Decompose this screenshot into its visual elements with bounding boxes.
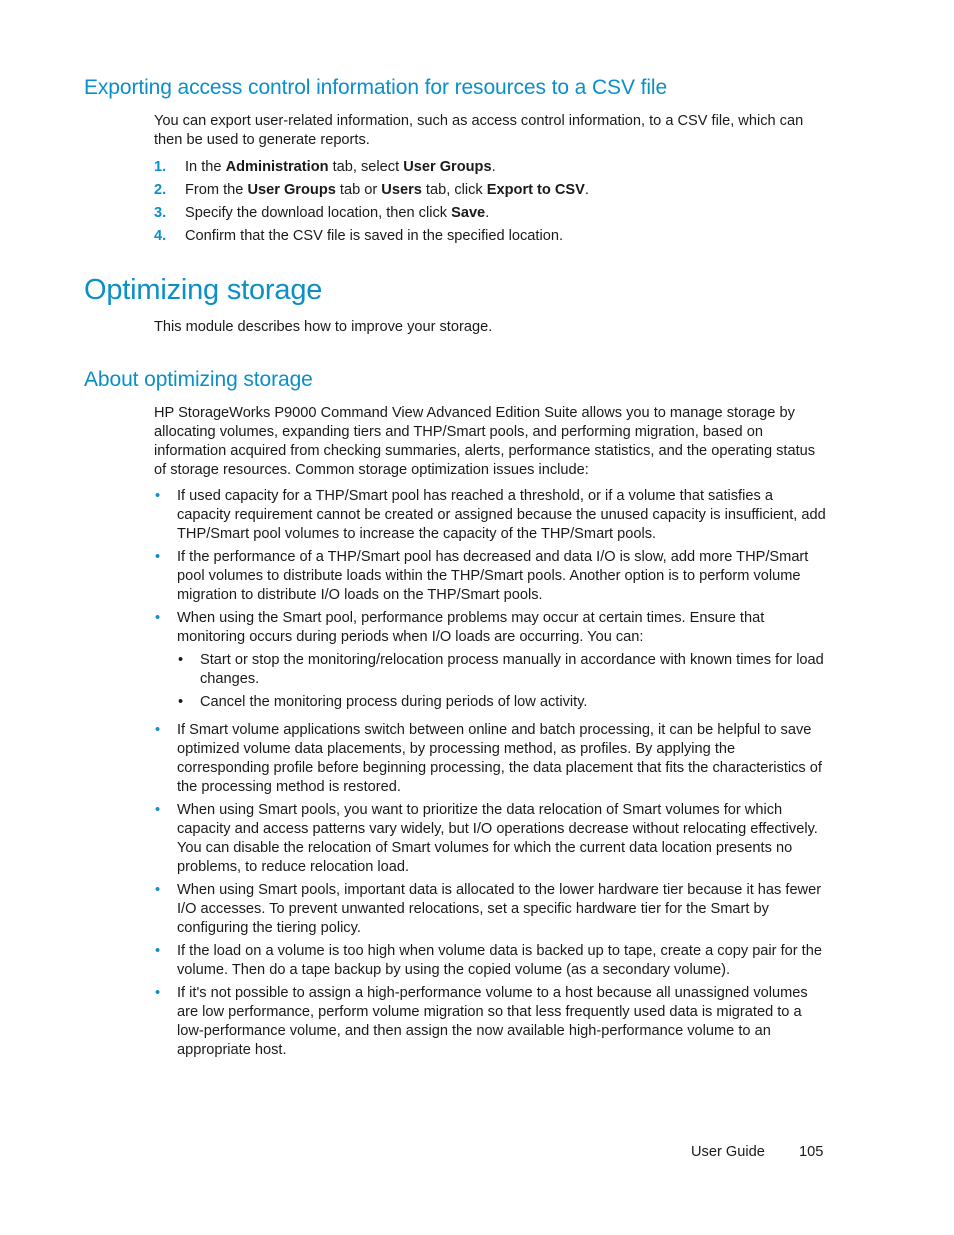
ui-term: Export to CSV	[486, 182, 585, 198]
step-text: tab, click	[421, 182, 487, 198]
list-item-text: When using Smart pools, you want to prioritize the data relocation of Smart volumes for which capacity and access patterns vary widely, but I/O operations decrease without relocating effectively. You can disable the relocation of Smart volumes for which the current data location presents no problems, to reduce relocation load.	[177, 802, 818, 875]
sub-list-item-text: Cancel the monitoring process during periods of low activity.	[200, 694, 588, 710]
list-item-text: If used capacity for a THP/Smart pool has reached a threshold, or if a volume that satisfies a capacity requirement cannot be created or assigned because the unused capacity is insufficient, add THP/Smart pool volumes to increase the capacity of the THP/Smart pools.	[177, 488, 826, 542]
step-item	[154, 158, 830, 177]
bullet-icon: •	[155, 549, 161, 565]
step-text: tab or	[335, 182, 382, 198]
issues-list	[154, 487, 830, 1064]
bullet-icon: •	[155, 488, 161, 504]
footer-label: User Guide	[691, 1144, 765, 1160]
list-item-text: When using the Smart pool, performance problems may occur at certain times. Ensure that monitoring occurs during periods when I/O loads are occurring. You can:	[177, 610, 765, 645]
bullet-icon: •	[155, 985, 161, 1001]
ui-term: Users	[381, 182, 422, 198]
sub-list	[177, 651, 830, 712]
list-item	[154, 487, 830, 544]
step-text: .	[491, 159, 496, 175]
list-item	[154, 984, 830, 1060]
list-item	[154, 942, 830, 980]
sub-list-item-text: Start or stop the monitoring/relocation process manually in accordance with known times for load changes.	[200, 652, 824, 687]
bullet-icon: •	[155, 882, 161, 898]
sub-bullet-icon: •	[178, 694, 184, 710]
list-item	[154, 721, 830, 797]
step-number: 3.	[154, 205, 167, 221]
section-heading: Exporting access control information for resources to a CSV file	[84, 76, 668, 99]
list-item-text: If the load on a volume is too high when volume data is backed up to tape, create a copy pair for the volume. Then do a tape backup by using the copied volume (as a secondary volume).	[177, 943, 822, 978]
page-number: 105	[799, 1144, 824, 1160]
list-item-text: If the performance of a THP/Smart pool has decreased and data I/O is slow, add more THP/Smart pool volumes to distribute loads within the THP/Smart pools. Another option is to perform volume migration to distribute I/O loads on the THP/Smart pools.	[177, 549, 809, 603]
sub-list-item	[177, 651, 830, 689]
list-item	[154, 801, 830, 877]
step-text: .	[485, 205, 490, 221]
step-number: 1.	[154, 159, 167, 175]
step-text: tab, select	[328, 159, 404, 175]
list-item-text: If it's not possible to assign a high-performance volume to a host because all unassigned volumes are low performance, perform volume migration so that less frequently used data is migrated to a low-performance volume, and then assign the now available high-performance volume to an appropriate host.	[177, 985, 808, 1058]
sub-list-item	[177, 693, 830, 712]
bullet-icon: •	[155, 610, 161, 626]
bullet-icon: •	[155, 722, 161, 738]
about-paragraph: HP StorageWorks P9000 Command View Advanced Edition Suite allows you to manage storage by allocating volumes, expanding tiers and THP/Smart pools, and performing migration, based on information acquired from checking summaries, alerts, performance statistics, and the operating status of storage resources. Common storage optimization issues include:	[154, 405, 816, 478]
list-item	[154, 548, 830, 605]
list-item-text: When using Smart pools, important data is allocated to the lower hardware tier because it has fewer I/O accesses. To prevent unwanted relocations, set a specific hardware tier for the Smart by configuring the tiering policy.	[177, 882, 822, 936]
step-number: 4.	[154, 228, 167, 244]
list-item	[154, 609, 830, 712]
chapter-heading: Optimizing storage	[84, 274, 323, 306]
step-text: In the	[185, 159, 226, 175]
step-text: .	[584, 182, 589, 198]
ui-term: User Groups	[403, 159, 492, 175]
list-item	[154, 881, 830, 938]
intro-paragraph: You can export user-related information, such as access control information, to a CSV file, which can then be used to generate reports.	[154, 113, 804, 148]
ui-term: User Groups	[247, 182, 336, 198]
step-text: Confirm that the CSV file is saved in the specified location.	[185, 228, 564, 244]
step-text: From the	[185, 182, 248, 198]
ui-term: Administration	[225, 159, 329, 175]
list-item-text: If Smart volume applications switch between online and batch processing, it can be helpful to save optimized volume data placements, by processing method, as profiles. By applying the corresponding profile before beginning processing, the data placement that fits the characteristics of the processing method is restored.	[177, 722, 822, 795]
step-text: Specify the download location, then click	[185, 205, 452, 221]
sub-bullet-icon: •	[178, 652, 184, 668]
bullet-icon: •	[155, 802, 161, 818]
sub-heading: About optimizing storage	[84, 368, 313, 391]
step-item	[154, 204, 830, 223]
step-item	[154, 227, 830, 246]
steps-list	[154, 158, 830, 250]
ui-term: Save	[451, 205, 486, 221]
step-number: 2.	[154, 182, 167, 198]
chapter-intro: This module describes how to improve your storage.	[154, 319, 493, 335]
step-item	[154, 181, 830, 200]
bullet-icon: •	[155, 943, 161, 959]
